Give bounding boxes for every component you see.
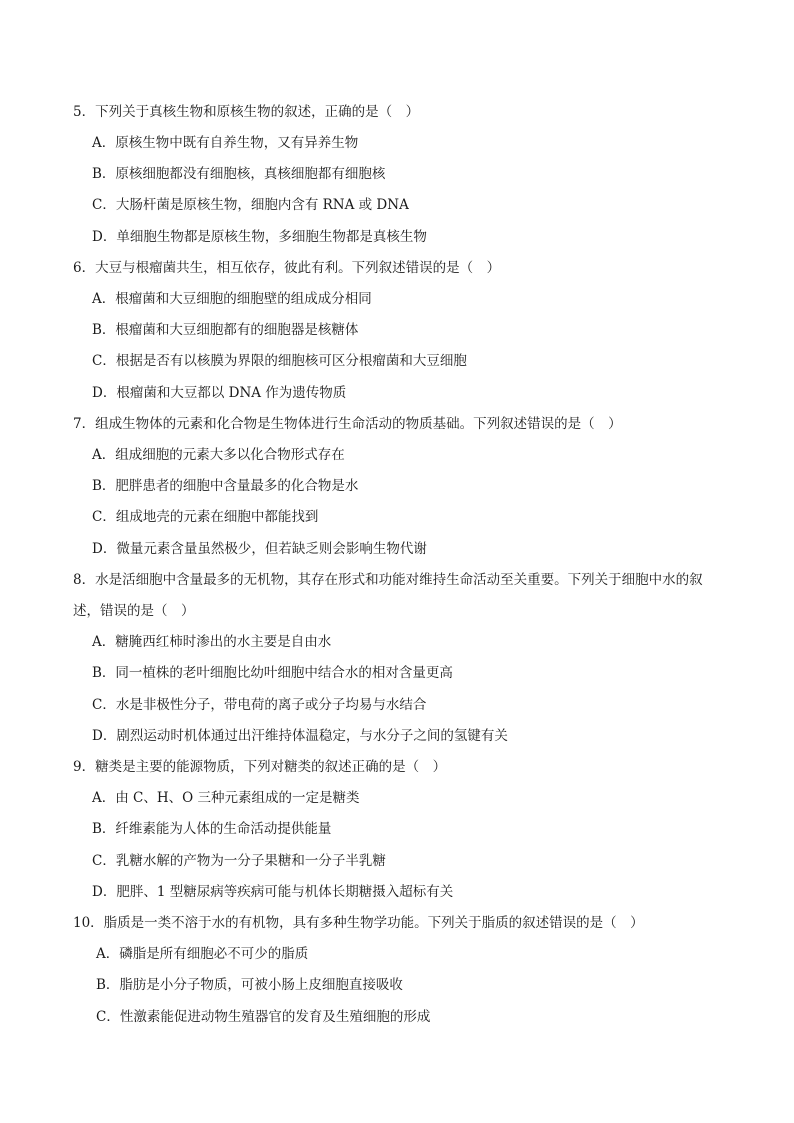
- question-8-option-d: D．剧烈运动时机体通过出汗维持体温稳定，与水分子之间的氢键有关: [92, 728, 508, 744]
- question-6-option-b: B．根瘤菌和大豆细胞都有的细胞器是核糖体: [92, 322, 359, 338]
- question-9-option-a: A．由 C、H、O 三种元素组成的一定是糖类: [92, 790, 360, 806]
- question-10-option-c: C．性激素能促进动物生殖器官的发育及生殖细胞的形成: [96, 1009, 431, 1025]
- question-9-stem: 9．糖类是主要的能源物质，下列对糖类的叙述正确的是（ ）: [73, 759, 447, 775]
- question-9-option-b: B．纤维素能为人体的生命活动提供能量: [92, 821, 332, 837]
- question-10-option-b: B．脂肪是小分子物质，可被小肠上皮细胞直接吸收: [96, 977, 403, 993]
- question-6-option-a: A．根瘤菌和大豆细胞的细胞壁的组成成分相同: [92, 291, 372, 307]
- question-8-stem-line-2: 述，错误的是（ ）: [73, 603, 195, 619]
- question-6-option-c: C．根据是否有以核膜为界限的细胞核可区分根瘤菌和大豆细胞: [92, 353, 467, 369]
- question-5-option-c: C．大肠杆菌是原核生物，细胞内含有 RNA 或 DNA: [92, 197, 409, 213]
- question-5-option-d: D．单细胞生物都是原核生物，多细胞生物都是真核生物: [92, 229, 427, 245]
- question-8-option-c: C．水是非极性分子，带电荷的离子或分子均易与水结合: [92, 697, 427, 713]
- question-7-option-b: B．肥胖患者的细胞中含量最多的化合物是水: [92, 478, 359, 494]
- question-7-option-d: D．微量元素含量虽然极少，但若缺乏则会影响生物代谢: [92, 541, 427, 557]
- question-6-stem: 6．大豆与根瘤菌共生，相互依存，彼此有利。下列叙述错误的是（ ）: [73, 260, 501, 276]
- question-7-stem: 7．组成生物体的元素和化合物是生物体进行生命活动的物质基础。下列叙述错误的是（ ）: [73, 416, 622, 432]
- question-7-option-c: C．组成地壳的元素在细胞中都能找到: [92, 509, 319, 525]
- question-8-option-b: B．同一植株的老叶细胞比幼叶细胞中结合水的相对含量更高: [92, 665, 453, 681]
- question-9-option-d: D．肥胖、1 型糖尿病等疾病可能与机体长期糖摄入超标有关: [92, 884, 454, 900]
- question-5-stem: 5．下列关于真核生物和原核生物的叙述，正确的是（ ）: [73, 104, 420, 120]
- question-9-option-c: C．乳糖水解的产物为一分子果糖和一分子半乳糖: [92, 853, 386, 869]
- question-10-option-a: A．磷脂是所有细胞必不可少的脂质: [96, 946, 309, 962]
- question-8-option-a: A．糖腌西红柿时渗出的水主要是自由水: [92, 634, 332, 650]
- question-8-stem-line-1: 8．水是活细胞中含量最多的无机物，其存在形式和功能对维持生命活动至关重要。下列关于细胞中水的叙: [73, 572, 703, 588]
- question-7-option-a: A．组成细胞的元素大多以化合物形式存在: [92, 447, 345, 463]
- question-5-option-b: B．原核细胞都没有细胞核，真核细胞都有细胞核: [92, 166, 386, 182]
- question-6-option-d: D．根瘤菌和大豆都以 DNA 作为遗传物质: [92, 385, 347, 401]
- question-10-stem: 10．脂质是一类不溶于水的有机物，具有多种生物学功能。下列关于脂质的叙述错误的是（ ）: [73, 915, 644, 931]
- question-5-option-a: A．原核生物中既有自养生物，又有异养生物: [92, 135, 359, 151]
